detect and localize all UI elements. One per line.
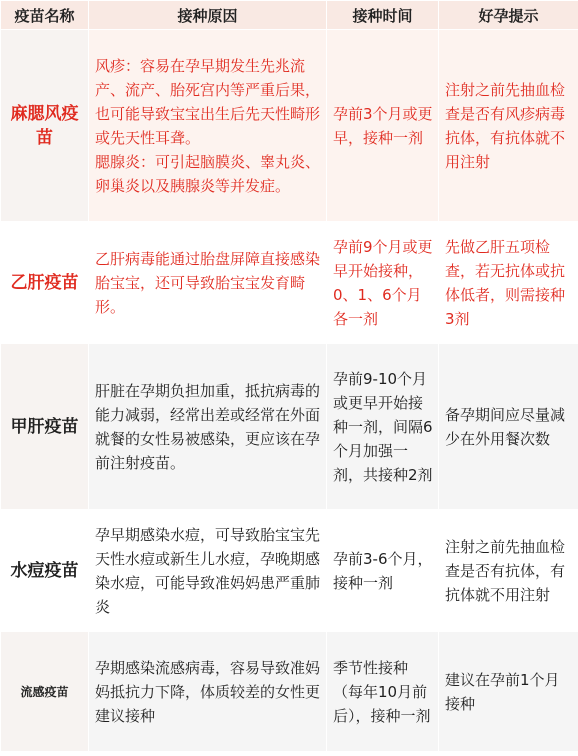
header-row [1,1,578,30]
vaccine-time: 季节性接种（每年10月前后），接种一剂 [327,632,439,752]
table-row [1,344,578,510]
vaccine-name: 麻腮风疫苗 [1,30,89,222]
vaccine-reason [89,344,327,510]
vaccine-tip: 注射之前先抽血检查是否有风疹病毒抗体，有抗体就不用注射 [439,30,578,222]
reason-paragraph: 风疹：容易在孕早期发生先兆流产、流产、胎死宫内等严重后果，也可能导致宝宝出生后先天性畸形或先天性耳聋。 [95,56,321,147]
header-reason: 接种原因 [89,1,327,30]
vaccine-tip: 先做乙肝五项检查，若无抗体或抗体低者，则需接种3剂 [439,222,578,344]
table-row [1,510,578,632]
vaccine-reason [89,632,327,752]
header-time: 接种时间 [327,1,439,30]
vaccine-time: 孕前9-10个月或更早开始接种一剂，间隔6个月加强一剂，共接种2剂 [327,344,439,510]
header-tip: 好孕提示 [439,1,578,30]
reason-paragraph: 腮腺炎：可引起脑膜炎、睾丸炎、卵巢炎以及胰腺炎等并发症。 [95,152,321,195]
vaccine-reason [89,510,327,632]
table-body [1,30,578,752]
reason-paragraph: 乙肝病毒能通过胎盘屏障直接感染胎宝宝，还可导致胎宝宝发育畸形。 [95,249,321,316]
vaccine-time: 孕前3-6个月，接种一剂 [327,510,439,632]
vaccine-name: 流感疫苗 [1,632,89,752]
vaccine-name: 乙肝疫苗 [1,222,89,344]
vaccine-tip: 建议在孕前1个月接种 [439,632,578,752]
vaccine-tip: 备孕期间应尽量减少在外用餐次数 [439,344,578,510]
header-vaccine-name: 疫苗名称 [1,1,89,30]
reason-paragraph: 孕早期感染水痘，可导致胎宝宝先天性水痘或新生儿水痘，孕晚期感染水痘，可能导致准妈妈患严重肺炎 [95,525,321,616]
vaccine-name: 水痘疫苗 [1,510,89,632]
table-header [1,1,578,30]
vaccine-time: 孕前9个月或更早开始接种，0、1、6个月各一剂 [327,222,439,344]
vaccine-time: 孕前3个月或更早，接种一剂 [327,30,439,222]
vaccine-reason [89,222,327,344]
table-row [1,632,578,752]
vaccine-tip: 注射之前先抽血检查是否有抗体，有抗体就不用注射 [439,510,578,632]
reason-paragraph: 孕期感染流感病毒，容易导致准妈妈抵抗力下降，体质较差的女性更建议接种 [95,658,321,725]
table-row [1,222,578,344]
vaccine-reason [89,30,327,222]
table-row [1,30,578,222]
vaccine-name: 甲肝疫苗 [1,344,89,510]
reason-paragraph: 肝脏在孕期负担加重，抵抗病毒的能力减弱，经常出差或经常在外面就餐的女性易被感染，更应该在孕前注射疫苗。 [95,381,321,472]
